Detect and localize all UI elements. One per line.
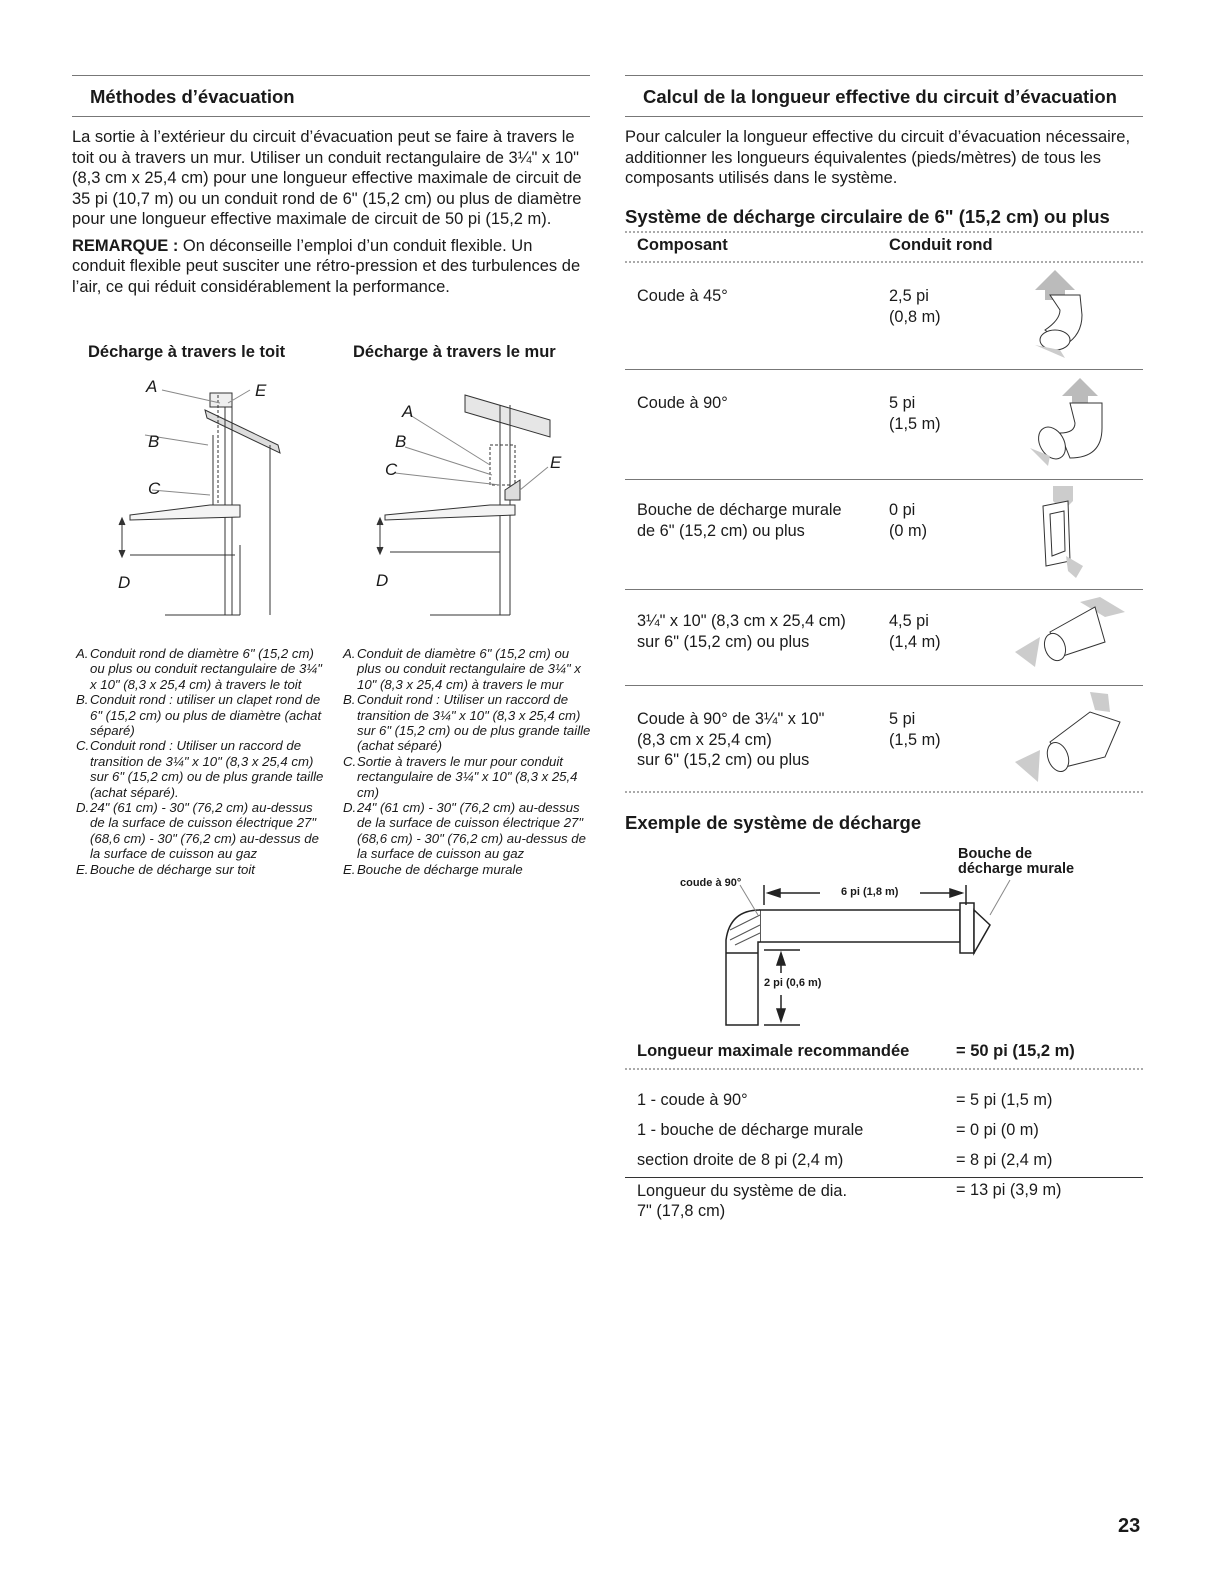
roof-diagram [110, 375, 310, 640]
calc-intro: Pour calculer la longueur effective du circuit d’évacuation nécessaire, additionner les longueurs équivalentes (pieds/mètres) de tous les composants utilisés dans le système. [625, 128, 1131, 187]
roof-caption-a: A. Conduit rond de diamètre 6" (15,2 cm) ou plus ou conduit rectangulaire de 3¼" x 10" (8,3 x 25,4 cm) à travers le toit [76, 646, 322, 692]
methods-body [72, 127, 590, 303]
calc-line-1-value: = 5 pi (1,5 m) [956, 1091, 1053, 1109]
row-3-length: 0 pi (0 m) [889, 501, 927, 540]
roof-heading: Décharge à travers le toit [88, 343, 286, 361]
wall-caption-d: D. 24" (61 cm) - 30" (76,2 cm) au-dessus de la surface de cuisson électrique 27" (68,6 cm) - 30" (76,2 cm) au-dessus de la surface de cuisson au gaz [343, 800, 586, 862]
table-title: Système de décharge circulaire de 6" (15,2 cm) ou plus [625, 206, 1110, 227]
roof-captions [76, 646, 326, 877]
row-2-length: 5 pi (1,5 m) [889, 394, 941, 433]
roof-label-d: D [118, 573, 131, 592]
calc-line-1-label: 1 - coude à 90° [637, 1091, 748, 1109]
roof-caption-b: B. Conduit rond : utiliser un clapet rond de 6" (15,2 cm) ou plus de diamètre (achat séparé) [76, 692, 322, 739]
example-title: Exemple de système de décharge [625, 812, 922, 833]
roof-caption-c: C. Conduit rond : Utiliser un raccord de transition de 3¼" x 10" (8,3 x 25,4 cm) sur 6" (15,2 cm) ou de plus grande taille (achat séparé). [76, 738, 324, 800]
wall-label-d: D [376, 571, 389, 590]
col-header-component: Composant [637, 236, 728, 254]
transition-elbow-icon [1010, 692, 1130, 792]
wall-caption-a: A. Conduit de diamètre 6" (15,2 cm) ou plus ou conduit rectangulaire de 3¼" x 10" (8,3 x 25,4 cm) à travers le mur [343, 646, 581, 692]
max-length-label: Longueur maximale recommandée [637, 1042, 910, 1060]
section-title-calc: Calcul de la longueur effective du circuit d’évacuation [643, 86, 1117, 107]
wall-caption-c: C. Sortie à travers le mur pour conduit rectangulaire de 3¼" x 10" (8,3 x 25,4 cm) [343, 753, 578, 800]
roof-label-c: C [148, 479, 161, 498]
row-2-component: Coude à 90° [637, 394, 728, 412]
elbow-45-icon [1030, 270, 1105, 365]
roof-caption-d: D. 24" (61 cm) - 30" (76,2 cm) au-dessus de la surface de cuisson électrique 27" (68,6 cm) - 30" (76,2 cm) au-dessus de la surface de cuisson au gaz [76, 800, 319, 862]
note-label: REMARQUE : [72, 236, 179, 255]
note-paragraph [72, 236, 590, 298]
calc-line-3-label: section droite de 8 pi (2,4 m) [637, 1151, 844, 1169]
section-title-methods: Méthodes d’évacuation [90, 86, 295, 107]
elbow-label: coude à 90° [680, 877, 742, 889]
roof-label-e: E [255, 381, 267, 400]
row-4-component: 3¼" x 10" (8,3 cm x 25,4 cm) sur 6" (15,2 cm) ou plus [637, 612, 846, 651]
row-5-component: Coude à 90° de 3¼" x 10" (8,3 cm x 25,4 cm) sur 6" (15,2 cm) ou plus [637, 710, 825, 769]
calc-line-2-label: 1 - bouche de décharge murale [637, 1121, 864, 1139]
cap-label: Bouche de décharge murale [958, 846, 1075, 877]
wall-captions [343, 646, 591, 877]
row-4-length: 4,5 pi (1,4 m) [889, 612, 941, 651]
calc-line-3-value: = 8 pi (2,4 m) [956, 1151, 1053, 1169]
roof-label-b: B [148, 432, 160, 451]
wall-label-b: B [395, 432, 407, 451]
wall-diagram [370, 375, 570, 640]
col-header-round-duct: Conduit rond [889, 236, 993, 254]
wall-heading: Décharge à travers le mur [353, 343, 556, 361]
row-1-component: Coude à 45° [637, 287, 728, 305]
wall-caption-e: E. Bouche de décharge murale [343, 861, 523, 877]
max-length-value: = 50 pi (15,2 m) [956, 1042, 1075, 1060]
row-1-length: 2,5 pi (0,8 m) [889, 287, 941, 326]
page-number: 23 [1118, 1515, 1141, 1537]
methods-paragraph: La sortie à l’extérieur du circuit d’évacuation peut se faire à travers le toit ou à travers un mur. Utiliser un conduit rectangulaire de 3¼" x 10" (8,3 cm x 25,4 cm) pour une longueur effective maximale de circuit de 35 pi (10,7 m) ou un conduit rond de 6" (15,2 cm) ou plus de diamètre pour une longueur effective maximale de circuit de 50 pi (15,2 m). [72, 128, 582, 228]
vertical-label: 2 pi (0,6 m) [764, 977, 822, 989]
note-text: On déconseille l’emploi d’un conduit flexible. Un conduit flexible peut susciter une rétro-pression et des turbulences de l’air, ce qui réduit considérablement la performance. [72, 236, 581, 296]
example-diagram [680, 845, 1100, 1035]
length-label: 6 pi (1,8 m) [841, 886, 899, 898]
total-label: Longueur du système de dia. 7" (17,8 cm) [637, 1182, 847, 1220]
total-value: = 13 pi (3,9 m) [956, 1181, 1062, 1199]
transition-icon [1010, 592, 1130, 677]
wall-label-a: A [402, 402, 414, 421]
wall-label-c: C [385, 460, 398, 479]
row-3-component: Bouche de décharge murale de 6" (15,2 cm) ou plus [637, 501, 842, 540]
row-5-length: 5 pi (1,5 m) [889, 710, 941, 749]
wall-cap-icon [1038, 486, 1088, 586]
elbow-90-icon [1030, 378, 1115, 473]
wall-caption-b: B. Conduit rond : Utiliser un raccord de transition de 3¼" x 10" (8,3 x 25,4 cm) sur 6" (15,2 cm) ou de plus grande taille (achat séparé) [343, 692, 591, 754]
roof-caption-e: E. Bouche de décharge sur toit [76, 861, 255, 877]
roof-label-a: A [146, 377, 158, 396]
wall-label-e: E [550, 453, 562, 472]
calc-line-2-value: = 0 pi (0 m) [956, 1121, 1039, 1139]
